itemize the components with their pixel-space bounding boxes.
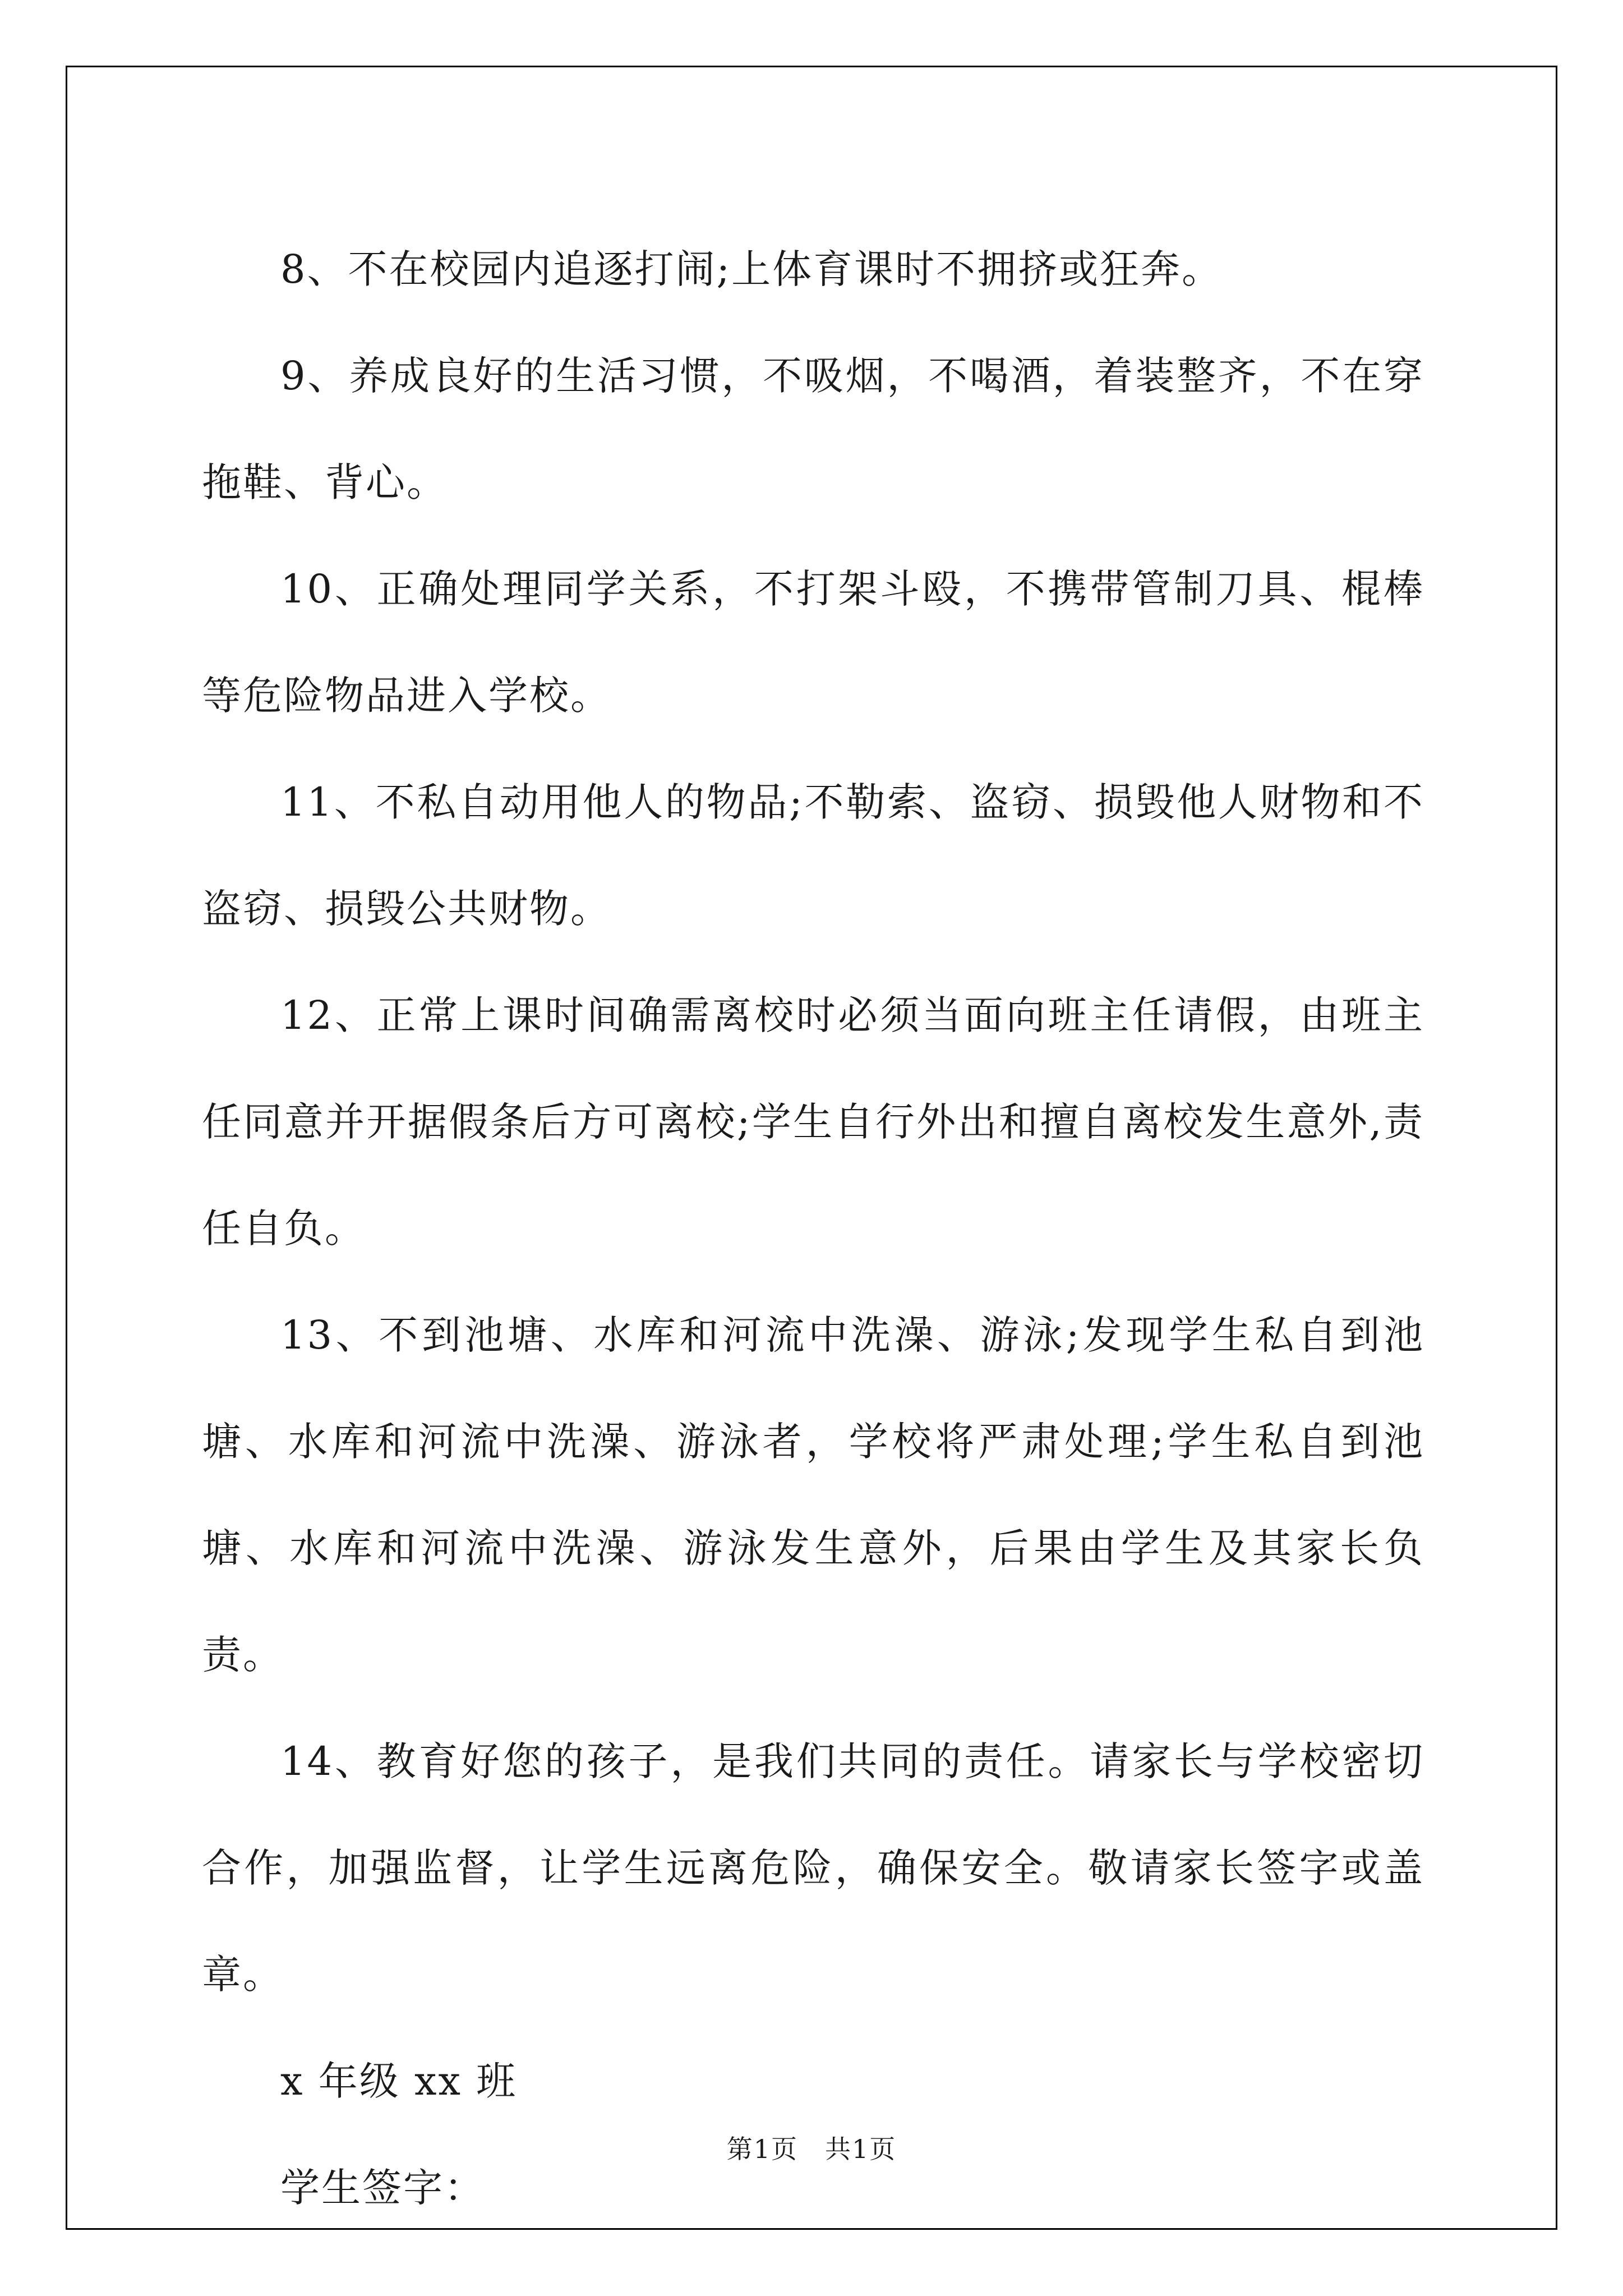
page-footer: 第1页 共1页 xyxy=(726,2134,897,2164)
document-body xyxy=(202,216,1424,2241)
rule-paragraph-10: 10、正确处理同学关系，不打架斗殴，不携带管制刀具、棍棒等危险物品进入学校。 xyxy=(202,566,1424,719)
rule-paragraph-11: 11、不私自动用他人的物品;不勒索、盗窃、损毁他人财物和不盗窃、损毁公共财物。 xyxy=(202,779,1424,932)
rule-paragraph-8: 8、不在校园内追逐打闹;上体育课时不拥挤或狂奔。 xyxy=(280,246,1223,292)
rule-paragraph-14: 14、教育好您的孩子，是我们共同的责任。请家长与学校密切合作，加强监督，让学生远离危险，确保安全。敬请家长签字或盖章。 xyxy=(202,1738,1424,1998)
rule-paragraph-13: 13、不到池塘、水库和河流中洗澡、游泳;发现学生私自到池塘、水库和河流中洗澡、游泳者，学校将严肃处理;学生私自到池塘、水库和河流中洗澡、游泳发生意外，后果由学生及其家长负责。 xyxy=(202,1312,1424,1678)
class-label: x 年级 xx 班 xyxy=(280,2058,518,2104)
rule-paragraph-12: 12、正常上课时间确需离校时必须当面向班主任请假，由班主任同意并开据假条后方可离校;学生自行外出和擅自离校发生意外,责任自负。 xyxy=(202,992,1424,1251)
student-signature-label: 学生签字： xyxy=(280,2165,485,2211)
rule-paragraph-9: 9、养成良好的生活习惯，不吸烟，不喝酒，着装整齐，不在穿拖鞋、背心。 xyxy=(202,353,1424,505)
